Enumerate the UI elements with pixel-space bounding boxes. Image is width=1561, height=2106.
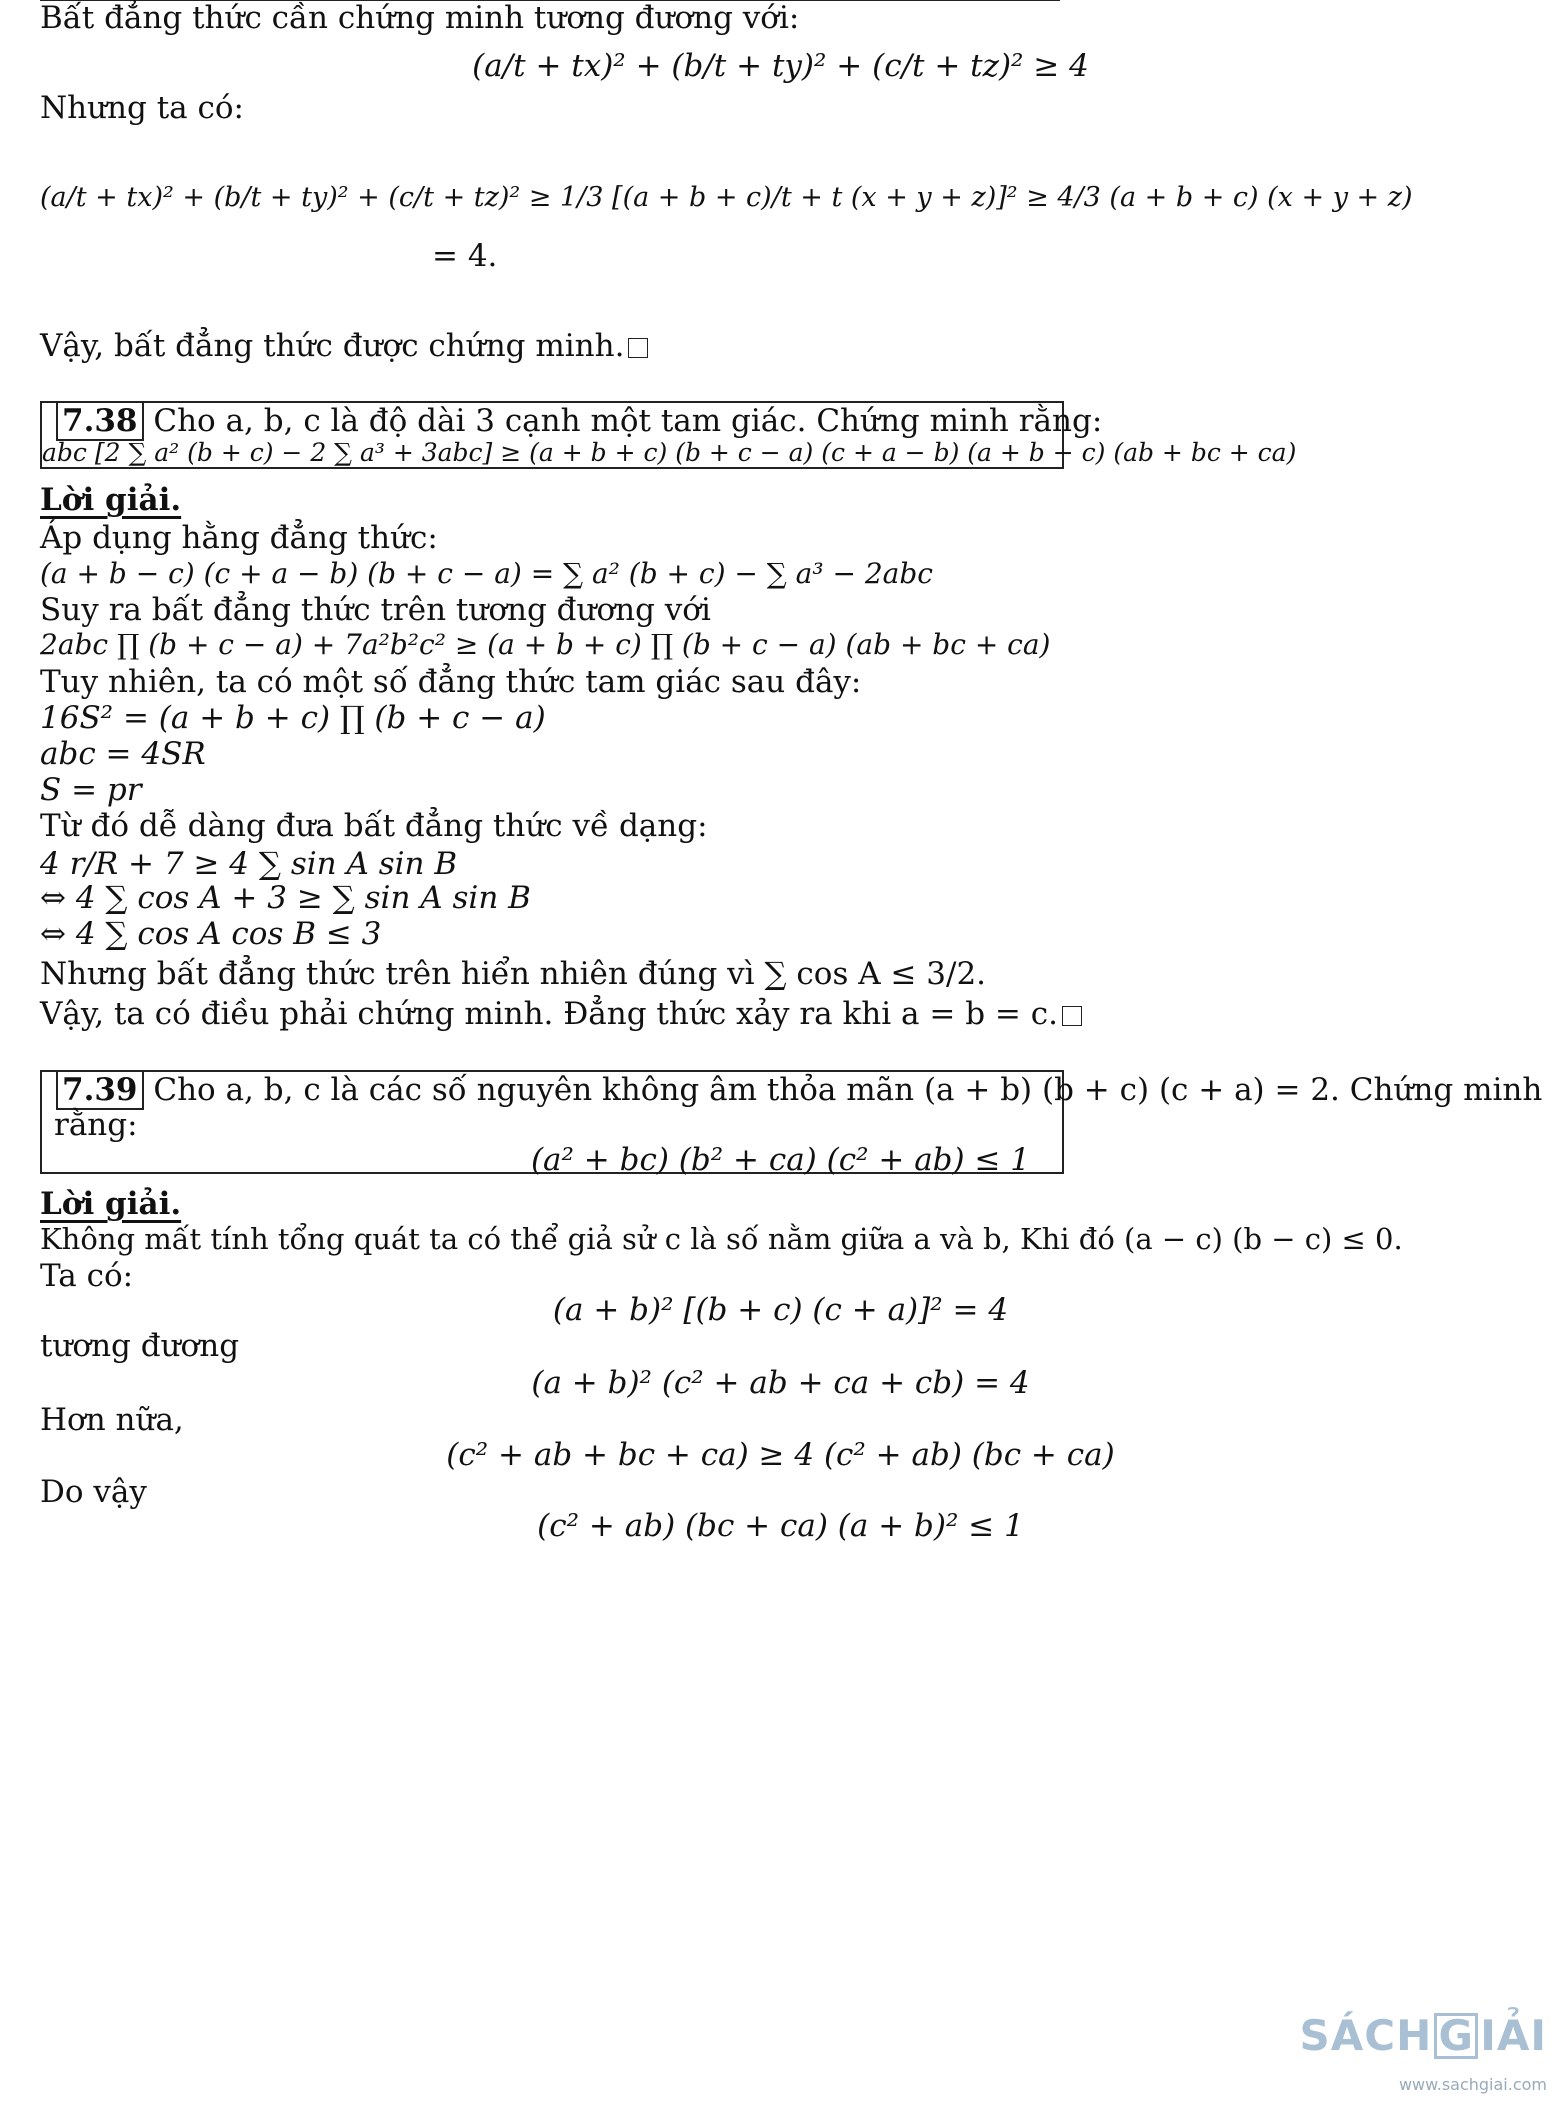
sol738-line-3: Suy ra bất đẳng thức trên tương đương với xyxy=(40,592,711,628)
qed-icon xyxy=(628,338,648,358)
sol738-line-11: ⇔ 4 ∑ cos A + 3 ≥ ∑ sin A sin B xyxy=(40,880,531,916)
sol738-line-12: ⇔ 4 ∑ cos A cos B ≤ 3 xyxy=(40,916,382,952)
sol738-line-10: 4 r/R + 7 ≥ 4 ∑ sin A sin B xyxy=(40,846,458,882)
sol738-line-14: Vậy, ta có điều phải chứng minh. Đẳng thức xảy ra khi a = b = c. xyxy=(40,996,1082,1032)
equation-2b: = 4. xyxy=(432,238,498,274)
problem-738-statement: Cho a, b, c là độ dài 3 cạnh một tam giác. Chứng minh rằng: xyxy=(153,403,1103,439)
sol738-line-9: Từ đó dễ dàng đưa bất đẳng thức về dạng: xyxy=(40,808,708,844)
sol739-equation-1: (a + b)² [(b + c) (c + a)]² = 4 xyxy=(552,1292,1009,1328)
sol739-equation-4: (c² + ab) (bc + ca) (a + b)² ≤ 1 xyxy=(537,1508,1024,1544)
conclusion-1: Vậy, bất đẳng thức được chứng minh. xyxy=(40,328,648,364)
sol738-line-2: (a + b − c) (c + a − b) (b + c − a) = ∑ a² (b + c) − ∑ a³ − 2abc xyxy=(40,557,933,590)
nhung-text: Nhưng ta có: xyxy=(40,90,244,126)
sol739-line-2: Ta có: xyxy=(40,1258,134,1294)
solution-739-heading: Lời giải. xyxy=(40,1186,182,1222)
sol738-line-8: S = pr xyxy=(40,772,142,808)
sol739-line-3: tương đương xyxy=(40,1328,240,1364)
sol738-line-1: Áp dụng hằng đẳng thức: xyxy=(40,520,438,556)
problem-739-statement-2: rằng: xyxy=(54,1107,138,1143)
equation-2: (a/t + tx)² + (b/t + ty)² + (c/t + tz)² ≥ 1/3 [(a + b + c)/t + t (x + y + z)]² ≥ 4/3 (a + b + c) (x + y + z) xyxy=(40,182,1413,213)
sol738-line-4: 2abc ∏ (b + c − a) + 7a²b²c² ≥ (a + b + c) ∏ (b + c − a) (ab + bc + ca) xyxy=(40,628,1051,661)
sol738-line-5: Tuy nhiên, ta có một số đẳng thức tam giác sau đây: xyxy=(40,664,862,700)
sol739-line-5: Do vậy xyxy=(40,1474,147,1510)
sol738-line-7: abc = 4SR xyxy=(40,736,206,772)
sol739-equation-3: (c² + ab + bc + ca) ≥ 4 (c² + ab) (bc + ca) xyxy=(446,1437,1115,1473)
equation-1: (a/t + tx)² + (b/t + ty)² + (c/t + tz)² ≥ 4 xyxy=(472,48,1089,84)
sol739-equation-2: (a + b)² (c² + ab + ca + cb) = 4 xyxy=(531,1365,1030,1401)
problem-739-number: 7.39 xyxy=(56,1070,144,1110)
intro-text: Bất đẳng thức cần chứng minh tương đương với: xyxy=(40,0,800,36)
problem-739-formula: (a² + bc) (b² + ca) (c² + ab) ≤ 1 xyxy=(530,1142,1031,1178)
sol738-line-13: Nhưng bất đẳng thức trên hiển nhiên đúng vì ∑ cos A ≤ 3/2. xyxy=(40,956,987,992)
sol739-line-4: Hơn nữa, xyxy=(40,1402,184,1438)
solution-738-heading: Lời giải. xyxy=(40,482,182,518)
sol739-line-1: Không mất tính tổng quát ta có thể giả sử c là số nằm giữa a và b, Khi đó (a − c) (b − c) ≤ 0. xyxy=(40,1222,1403,1256)
problem-739-header xyxy=(56,1072,1542,1108)
qed-icon xyxy=(1062,1006,1082,1026)
sachgiai-logo: SÁCH G IẢI xyxy=(1299,2011,1547,2060)
problem-738-formula: abc [2 ∑ a² (b + c) − 2 ∑ a³ + 3abc] ≥ (a + b + c) (b + c − a) (c + a − b) (a + b − c) (ab + bc + ca) xyxy=(42,438,1297,467)
problem-738-header xyxy=(56,403,1102,439)
sachgiai-url: www.sachgiai.com xyxy=(1398,2075,1547,2094)
problem-739-statement: Cho a, b, c là các số nguyên không âm thỏa mãn (a + b) (b + c) (c + a) = 2. Chứng minh xyxy=(153,1072,1543,1108)
problem-738-number: 7.38 xyxy=(56,401,144,441)
sol738-line-6: 16S² = (a + b + c) ∏ (b + c − a) xyxy=(40,700,546,736)
